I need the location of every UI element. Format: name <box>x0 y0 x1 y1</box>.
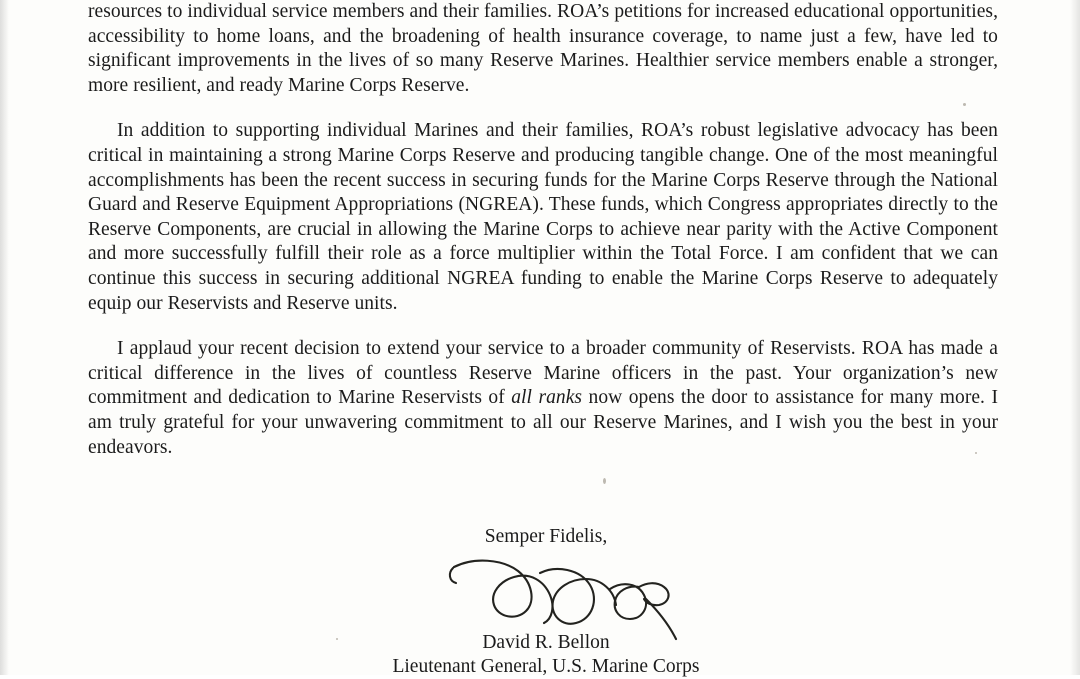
paragraph-3-italic-phrase: all ranks <box>511 387 583 409</box>
paragraph-2: In addition to supporting individual Marines and their families, ROA’s robust legislative advocacy has been critical in maintaining a strong Marine Corps Reserve and producing tangible change. One of the most meaningful accomplishments has been the recent success in securing funds for the Marine Corps Reserve through the National Guard and Reserve Equipment Appropriations (NGREA). These funds, which Congress appropriates directly to the Reserve Components, are crucial in allowing the Marine Corps to achieve near parity with the Active Component and more successfully fulfill their role as a force multiplier within the Total Force. I am confident that we can continue this success in securing additional NGREA funding to enable the Marine Corps Reserve to adequately equip our Reservists and Reserve units. <box>88 120 998 314</box>
paragraph-1: resources to individual service members and their families. ROA’s petitions for increased educational opportunities, accessibility to home loans, and the broadening of health insurance coverage, to name just a few, have led to significant improvements in the lives of so many Reserve Marines. Healthier service members enable a stronger, more resilient, and ready Marine Corps Reserve. <box>88 1 998 96</box>
paragraph-3 <box>88 337 998 460</box>
signer-title: Lieutenant General, U.S. Marine Corps <box>392 656 700 677</box>
paragraph-3-text-before: I applaud your recent decision to extend your service to a broader community of Reservists. ROA has made a critical difference in the lives of countless Reserve Marine officers in the past. Your organization’s new commitment and dedication to Marine Reservists of <box>88 338 998 409</box>
signer-name: David R. Bellon <box>482 632 610 653</box>
letter-body <box>88 0 998 481</box>
handwritten-signature-icon <box>440 543 700 643</box>
closing-block <box>0 525 1080 679</box>
signature-area <box>0 549 1080 631</box>
paragraph-3-text-after: now opens the door to assistance for many more. I am truly grateful for your unwavering commitment to all our Reserve Marines, and I wish you the best in your endeavors. <box>88 387 998 458</box>
closing-salutation: Semper Fidelis, <box>484 526 608 547</box>
